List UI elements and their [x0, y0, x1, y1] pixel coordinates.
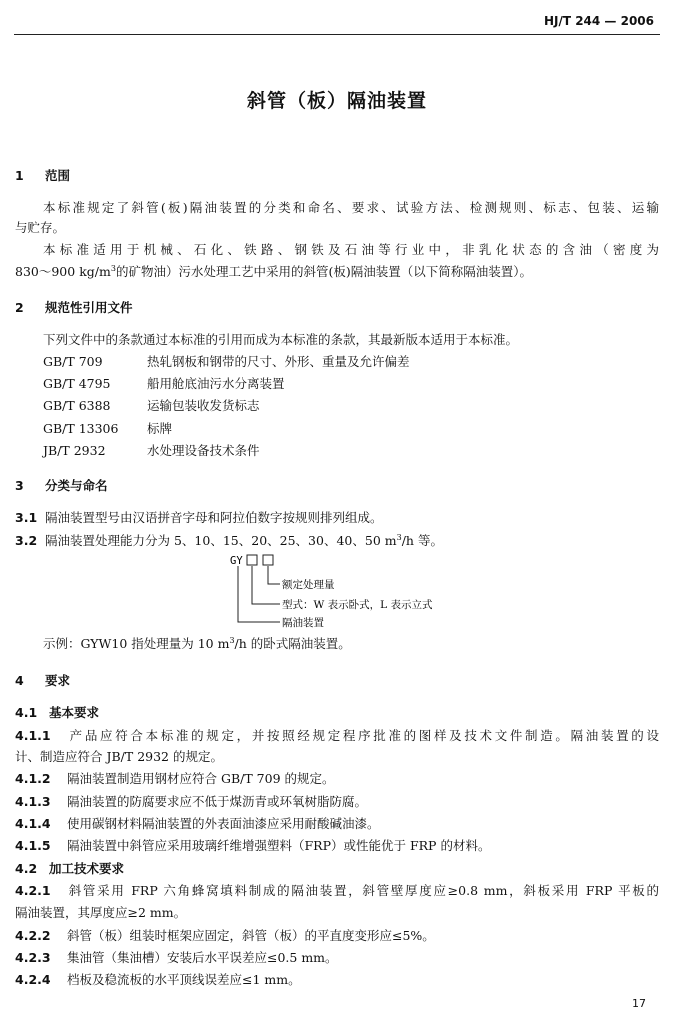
- clause-number: 3.2: [15, 533, 38, 548]
- section-3-number: 3: [15, 478, 24, 493]
- section-3-title: 分类与命名: [45, 478, 108, 493]
- model-prefix-text: GY: [230, 555, 243, 567]
- reference-title: 船用舱底油污水分离装置: [147, 376, 285, 391]
- unit-exponent: 3: [396, 532, 402, 542]
- document-title: 斜管（板）隔油装置: [246, 90, 427, 112]
- clause-text: 斜管（板）组装时框架应固定，斜管（板）的平直度变形应≤5%。: [67, 928, 435, 943]
- scope-paragraph-1-line-2: 与贮存。: [15, 220, 66, 235]
- clause-text-end: /h 等。: [401, 533, 443, 548]
- section-1-title: 范围: [45, 168, 71, 183]
- scope-paragraph-1-line-1: 本标准规定了斜管(板)隔油装置的分类和命名、要求、试验方法、检测规则、标志、包装、运输: [43, 200, 659, 215]
- clause-text: 隔油装置型号由汉语拼音字母和阿拉伯数字按规则排列组成。: [45, 510, 383, 525]
- clause-4-1-1-line-1: [15, 725, 659, 746]
- clause-text: 使用碳钢材料隔油装置的外表面油漆应采用耐酸碱油漆。: [67, 816, 380, 831]
- example-text: 示例：GYW10 指处理量为 10 m: [43, 636, 230, 651]
- reference-row: [43, 352, 410, 370]
- references-intro: 下列文件中的条款通过本标准的引用而成为本标准的条款，其最新版本适用于本标准。: [43, 332, 519, 347]
- clause-text: 集油管（集油槽）安装后水平误差应≤0.5 mm。: [67, 950, 338, 965]
- reference-code: GB/T 709: [43, 354, 103, 369]
- subsection-number: 4.2: [15, 861, 38, 876]
- example-text-end: /h 的卧式隔油装置。: [234, 636, 351, 651]
- clause-3-2: [15, 530, 659, 551]
- section-1-number: 1: [15, 168, 24, 183]
- clause-text: 隔油装置中斜管应采用玻璃纤维增强塑料（FRP）或性能优于 FRP 的材料。: [67, 838, 491, 853]
- device-leader-line: [238, 566, 280, 622]
- clause-4-1-2: [15, 768, 659, 789]
- clause-number: 4.2.3: [15, 950, 51, 965]
- reference-title: 标牌: [147, 421, 173, 436]
- clause-4-2-4: [15, 969, 659, 990]
- clause-text: 隔油装置制造用钢材应符合 GB/T 709 的规定。: [67, 771, 335, 786]
- clause-4-1-1-line-2: 计、制造应符合 JB/T 2932 的规定。: [15, 749, 223, 764]
- section-2-title: 规范性引用文件: [45, 300, 133, 315]
- example-unit-exponent: 3: [229, 635, 235, 645]
- clause-4-1-5: [15, 835, 659, 856]
- model-naming-diagram: [230, 554, 460, 632]
- subsection-title: 基本要求: [49, 705, 100, 720]
- clause-4-1-4: [15, 813, 659, 834]
- subsection-4-2-heading: [15, 859, 124, 877]
- scope-paragraph-2-line-1: 本标准适用于机械、石化、铁路、钢铁及石油等行业中，非乳化状态的含油（密度为: [43, 242, 659, 257]
- clause-4-1-3: [15, 791, 659, 812]
- section-2-number: 2: [15, 300, 24, 315]
- section-1-heading: [15, 166, 70, 184]
- type-label: 型式：W 表示卧式，L 表示立式: [282, 599, 433, 611]
- device-label: 隔油装置: [282, 617, 324, 629]
- clause-3-1: [15, 507, 659, 528]
- reference-code: GB/T 6388: [43, 398, 111, 413]
- clause-number: 4.2.1: [15, 883, 51, 898]
- capacity-leader-line: [268, 566, 280, 584]
- capacity-label: 额定处理量: [282, 579, 335, 591]
- clause-number: 4.1.4: [15, 816, 51, 831]
- clause-text: 隔油装置的防腐要求应不低于煤沥青或环氧树脂防腐。: [67, 794, 368, 809]
- clause-4-2-1-line-2: 隔油装置，其厚度应≥2 mm。: [15, 905, 187, 920]
- clause-number: 4.2.2: [15, 928, 51, 943]
- section-2-heading: [15, 298, 133, 316]
- clause-4-2-3: [15, 947, 659, 968]
- clause-number: 3.1: [15, 510, 38, 525]
- clause-text: 斜管采用 FRP 六角蜂窝填料制成的隔油装置，斜管壁厚度应≥0.8 mm，斜板采用 FRP 平板的: [67, 883, 659, 898]
- model-naming-diagram-svg: [230, 554, 460, 634]
- clause-text: 产品应符合本标准的规定，并按照经规定程序批准的图样及技术文件制造。隔油装置的设: [67, 728, 659, 743]
- clause-4-2-1-line-1: [15, 880, 659, 901]
- clause-text: 隔油装置处理能力分为 5、10、15、20、25、30、40、50 m: [45, 533, 397, 548]
- model-example: [15, 634, 659, 654]
- density-range: 830～900 kg/m: [15, 264, 111, 279]
- clause-number: 4.1.3: [15, 794, 51, 809]
- subsection-4-1-heading: [15, 703, 99, 721]
- reference-title: 水处理设备技术条件: [147, 443, 260, 458]
- standard-number: HJ/T 244 — 2006: [543, 14, 654, 28]
- reference-row: [43, 374, 285, 392]
- reference-row: [43, 419, 172, 437]
- type-leader-line: [252, 566, 280, 604]
- page-number: 17: [632, 997, 646, 1010]
- subsection-number: 4.1: [15, 705, 38, 720]
- scope-paragraph-2-line-2: [15, 262, 659, 282]
- capacity-code-box: [263, 555, 273, 565]
- clause-text: 档板及稳流板的水平顶线误差应≤1 mm。: [67, 972, 301, 987]
- subsection-title: 加工技术要求: [49, 861, 125, 876]
- reference-code: GB/T 13306: [43, 421, 119, 436]
- type-code-box: [247, 555, 257, 565]
- section-4-number: 4: [15, 673, 24, 688]
- clause-number: 4.1.1: [15, 728, 51, 743]
- reference-row: [43, 441, 260, 459]
- clause-number: 4.1.5: [15, 838, 51, 853]
- density-unit-exponent: 3: [110, 263, 116, 273]
- section-4-title: 要求: [45, 673, 71, 688]
- reference-title: 运输包装收发货标志: [147, 398, 260, 413]
- reference-title: 热轧钢板和钢带的尺寸、外形、重量及允许偏差: [147, 354, 410, 369]
- section-4-heading: [15, 671, 70, 689]
- reference-row: [43, 396, 260, 414]
- scope-paragraph-2-rest: 的矿物油）污水处理工艺中采用的斜管(板)隔油装置（以下简称隔油装置）。: [115, 264, 532, 279]
- reference-code: GB/T 4795: [43, 376, 111, 391]
- section-3-heading: [15, 476, 108, 494]
- clause-number: 4.1.2: [15, 771, 51, 786]
- header-rule: [14, 34, 660, 35]
- reference-code: JB/T 2932: [43, 443, 106, 458]
- clause-number: 4.2.4: [15, 972, 51, 987]
- clause-4-2-2: [15, 925, 659, 946]
